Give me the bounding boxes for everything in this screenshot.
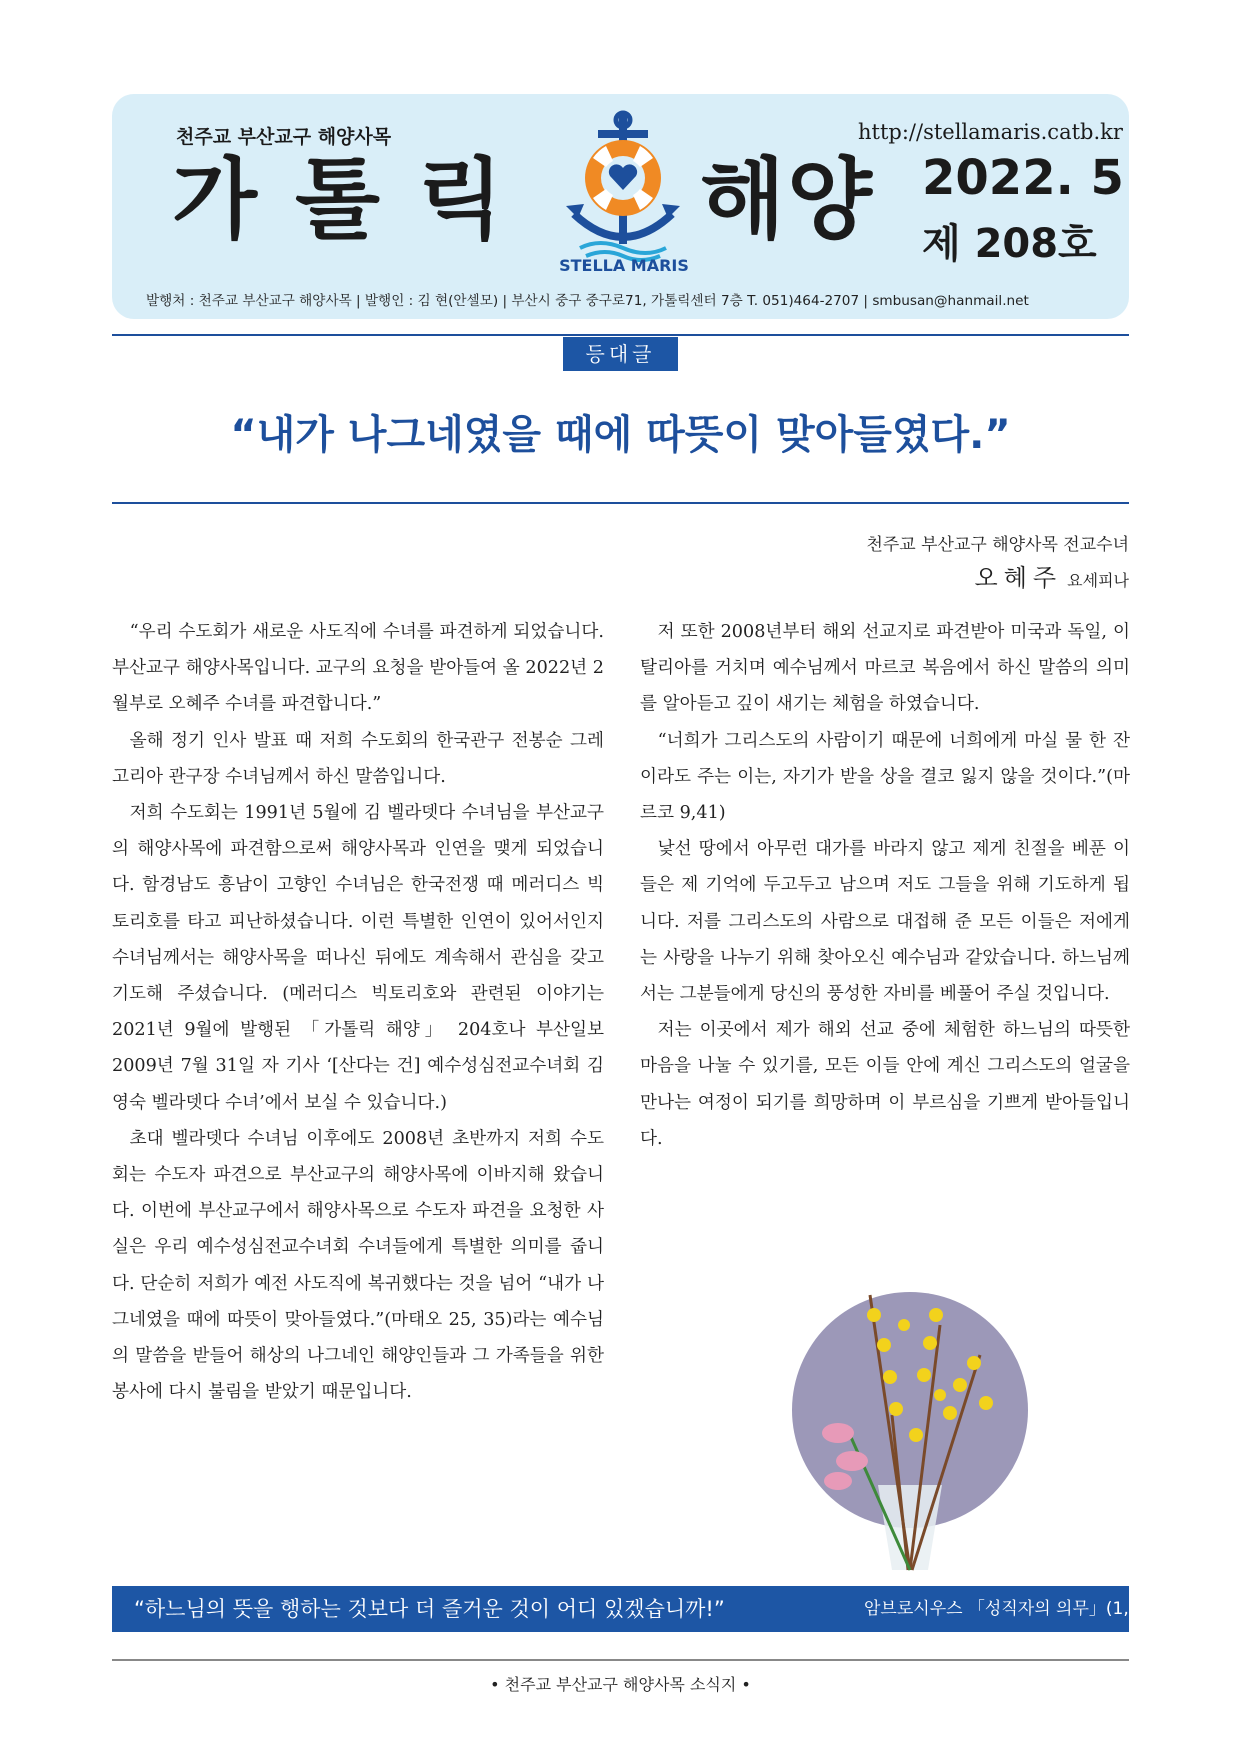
masthead-org: 천주교 부산교구 해양사목 bbox=[176, 126, 392, 148]
paragraph: 낯선 땅에서 아무런 대가를 바라지 않고 제게 친절을 베푼 이들은 제 기억에 두고두고 남으며 저도 그들을 위해 기도하게 됩니다. 저를 그리스도의 사람으로 대접해 준 모든 이들은 저에게는 사랑을 나누기 위해 찾아오신 예수님과 같았습니다. 하느님께서는 그분들에게 당신의 풍성한 자비를 베풀어 주실 것입니다. bbox=[640, 839, 1130, 1005]
masthead-title-right: 해양 bbox=[700, 148, 875, 251]
divider bbox=[112, 502, 1129, 504]
author-baptismal-name: 요세피나 bbox=[1067, 571, 1129, 590]
article-column-left bbox=[112, 614, 604, 1410]
paragraph: 초대 벨라뎃다 수녀님 이후에도 2008년 초반까지 저희 수도회는 수도자 파견으로 부산교구의 해양사목에 이바지해 왔습니다. 이번에 부산교구에서 해양사목으로 수도자 파견을 요청한 사실은 우리 예수성심전교수녀회 수녀들에게 특별한 의미를 줍니다. 단순히 저희가 예전 사도직에 복귀했다는 것을 넘어 “내가 나그네였을 때에 따뜻이 맞아들였다.”(마태오 25, 35)라는 예수님의 말씀을 받들어 해상의 나그네인 해양인들과 그 가족들을 위한 봉사에 다시 불림을 받았기 때문입니다. bbox=[112, 1128, 604, 1403]
quote-source: 암브로시우스 「성직자의 의무」(1,31,163) bbox=[864, 1599, 1195, 1619]
quote-banner bbox=[112, 1586, 1195, 1632]
publisher-info: 발행처 : 천주교 부산교구 해양사목 | 발행인 : 김 현(안셀모) | 부산시 중구 중구로71, 가톨릭센터 7층 T. 051)464-2707 | smbusan@hanmail.net bbox=[146, 293, 1029, 309]
issue-date: 2022. 5 bbox=[922, 150, 1124, 206]
paragraph: 저 또한 2008년부터 해외 선교지로 파견받아 미국과 독일, 이탈리아를 거치며 예수님께서 마르코 복음에서 하신 말씀의 의미를 알아듣고 깊이 새기는 체험을 하였습니다. bbox=[640, 622, 1130, 715]
author-byline bbox=[975, 558, 1129, 593]
paragraph: 저희 수도회는 1991년 5월에 김 벨라뎃다 수녀님을 부산교구의 해양사목에 파견함으로써 해양사목과 인연을 맺게 되었습니다. 함경남도 흥남이 고향인 수녀님은 한국전쟁 때 메러디스 빅토리호를 타고 피난하셨습니다. 이런 특별한 인연이 있어서인지 수녀님께서는 해양사목을 떠나신 뒤에도 계속해서 관심을 갖고 기도해 주셨습니다. (메러디스 빅토리호와 관련된 이야기는 2021년 9월에 발행된 「가톨릭 해양」 204호나 부산일보 2009년 7월 31일 자 기사 ‘[산다는 건] 예수성심전교수녀회 김영숙 벨라뎃다 수녀’에서 보실 수 있습니다.) bbox=[112, 803, 604, 1113]
logo-caption: STELLA MARIS bbox=[559, 256, 689, 275]
website-link[interactable]: http://stellamaris.catb.kr bbox=[858, 120, 1123, 144]
masthead-title-left: 가톨릭 bbox=[172, 148, 542, 251]
author-affiliation: 천주교 부산교구 해양사목 전교수녀 bbox=[866, 535, 1129, 555]
section-tag: 등대글 bbox=[563, 337, 678, 371]
quote-text: “하느님의 뜻을 행하는 것보다 더 즐거운 것이 어디 있겠습니까!” bbox=[134, 1597, 725, 1621]
footer-text: • 천주교 부산교구 해양사목 소식지 • bbox=[490, 1675, 751, 1694]
issue-number: 제 208호 bbox=[922, 221, 1097, 267]
paragraph: 올해 정기 인사 발표 때 저희 수도회의 한국관구 전봉순 그레고리아 관구장 수녀님께서 하신 말씀입니다. bbox=[112, 730, 604, 787]
paragraph: 저는 이곳에서 제가 해외 선교 중에 체험한 하느님의 따뜻한 마음을 나눌 수 있기를, 모든 이들 안에 계신 그리스도의 얼굴을 만나는 여정이 되기를 희망하며 이 부르심을 기쁘게 받아들입니다. bbox=[640, 1020, 1130, 1149]
paragraph: “우리 수도회가 새로운 사도직에 수녀를 파견하게 되었습니다. 부산교구 해양사목입니다. 교구의 요청을 받아들여 올 2022년 2월부로 오혜주 수녀를 파견합니다.” bbox=[112, 622, 604, 715]
anchor-lifebuoy-logo-icon bbox=[560, 110, 686, 278]
paragraph: “너희가 그리스도의 사람이기 때문에 너희에게 마실 물 한 잔이라도 주는 이는, 자기가 받을 상을 결코 잃지 않을 것이다.”(마르코 9,41) bbox=[640, 730, 1130, 824]
article-headline: “내가 나그네였을 때에 따뜻이 맞아들였다.” bbox=[230, 412, 1011, 458]
author-name: 오혜주 bbox=[974, 564, 1063, 592]
article-column-right bbox=[640, 614, 1130, 1157]
divider bbox=[112, 1659, 1129, 1661]
divider bbox=[112, 334, 1129, 336]
forsythia-vase-illustration bbox=[780, 1285, 1040, 1575]
